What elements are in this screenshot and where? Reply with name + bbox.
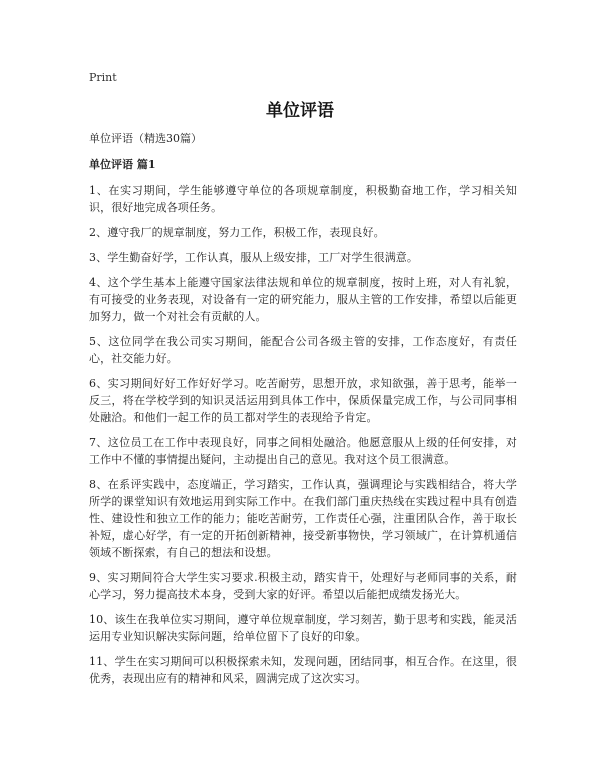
paragraph-6: 6、实习期间好好工作好好学习。吃苦耐劳，思想开放，求知欲强，善于思考，能举一反三，将在学校学到的知识灵活运用到具体工作中，保质保量完成工作，与公司同事相处融洽。和他们一起工作的员工都对学生的表现给予肯定。 [89,377,517,424]
paragraph-7: 7、这位员工在工作中表现良好，同事之间相处融洽。他愿意服从上级的任何安排，对工作中不懂的事情提出疑问，主动提出自己的意见。我对这个员工很满意。 [89,436,517,466]
page-title: 单位评语 [266,101,334,121]
paragraph-3: 3、学生勤奋好学，工作认真，服从上级安排，工厂对学生很满意。 [89,251,418,264]
paragraph-8: 8、在系评实践中，态度端正，学习踏实，工作认真，强调理论与实践相结合，将大学所学的课堂知识有效地运用到实际工作中。在我们部门重庆热线在实践过程中具有创造性、建设性和独立工作的能力；能吃苦耐劳，工作责任心强，注重团队合作，善于取长补短，虚心好学，有一定的开拓创新精神，接受新事物快，学习领域广，在计算机通信领域不断探索，有自己的想法和设想。 [89,478,517,559]
paragraph-2: 2、遵守我厂的规章制度，努力工作，积极工作，表现良好。 [89,226,385,239]
paragraph-9: 9、实习期间符合大学生实习要求.积极主动，踏实肯干，处理好与老师同事的关系，耐心学习，努力提高技术本身，受到大家的好评。希望以后能把成绩发扬光大。 [89,571,517,601]
paragraph-4: 4、这个学生基本上能遵守国家法律法规和单位的规章制度，按时上班，对人有礼貌，有可接受的业务表现，对设备有一定的研究能力，服从主管的工作安排，希望以后能更加努力，做一个对社会有贡献的人。 [89,276,517,323]
document-subtitle: 单位评语（精选30篇） [89,132,202,145]
paragraph-1: 1、在实习期间，学生能够遵守单位的各项规章制度，积极勤奋地工作，学习相关知识，很好地完成各项任务。 [89,184,517,214]
section-heading: 单位评语 篇1 [89,158,156,171]
print-link[interactable]: Print [89,71,117,84]
paragraph-5: 5、这位同学在我公司实习期间，能配合公司各级主管的安排，工作态度好，有责任心，社交能力好。 [89,335,517,365]
document-body [89,130,517,695]
paragraph-11: 11、学生在实习期间可以积极探索未知，发现问题，团结同事，相互合作。在这里，很优秀，表现出应有的精神和风采，圆满完成了这次实习。 [89,655,517,685]
paragraph-10: 10、该生在我单位实习期间，遵守单位规章制度，学习刻苦，勤于思考和实践，能灵活运用专业知识解决实际问题，给单位留下了良好的印象。 [89,613,517,643]
